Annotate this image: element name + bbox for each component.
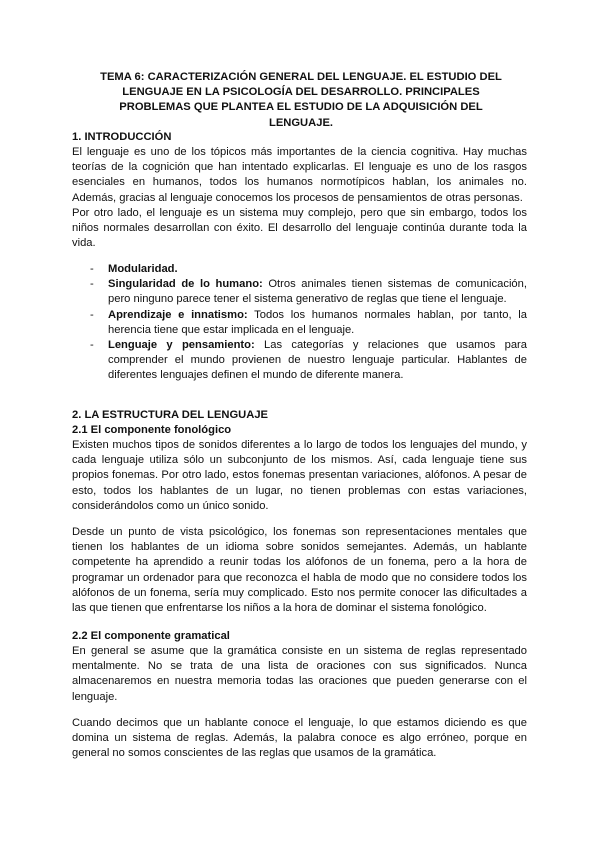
section-1-heading: 1. INTRODUCCIÓN: [72, 131, 172, 143]
section-2-1-paragraph-1: Existen muchos tipos de sonidos diferentes a lo largo de todos los lenguajes del mundo, y cada lenguaje utiliza sólo un subconjunto de los mismos. Así, cada lenguaje tiene sus propios fonemas. Por otro lado, estos fonemas presentan variaciones, alófonos. A pesar de esto, todos los hablantes de un lugar, no tienen problemas con estas variaciones, considerándolos como un único sonido.: [72, 439, 527, 512]
bullet-singularidad: [72, 277, 527, 307]
section-2-2-heading: 2.2 El componente gramatical: [72, 630, 230, 642]
section-1-paragraph-2: Por otro lado, el lenguaje es un sistema muy complejo, pero que sin embargo, todos los niños normales desarrollan con éxito. El desarrollo del lenguaje continúa durante toda la vida.: [72, 207, 527, 250]
section-2-heading: 2. LA ESTRUCTURA DEL LENGUAJE: [72, 409, 269, 421]
bullet-text: Todos los humanos normales hablan, por tanto, la herencia tiene que estar implicada en el lenguaje.: [108, 308, 527, 336]
section-2-1-heading: 2.1 El componente fonológico: [72, 424, 232, 436]
bullet-term: Lenguaje y pensamiento:: [108, 339, 255, 352]
section-1-bullet-list: [72, 262, 527, 384]
bullet-modularidad: [72, 262, 527, 277]
bullet-aprendizaje: [72, 308, 527, 338]
bullet-lenguaje-pensamiento: [72, 338, 527, 384]
section-2-1-paragraph-2: Desde un punto de vista psicológico, los fonemas son representaciones mentales que tienen los hablantes de un idioma sobre sonidos semejantes. Además, un hablante competente ha aprendido a reunir todas los alófonos de un fonema, pero a la hora de programar un ordenador para que reconozca el habla de modo que no considere todos los alófonos de un fonema, sería muy complicado. Esto nos permite conocer las dificultades a las que tienen que enfrentarse los niños a la hora de dominar el sistema fonológico.: [72, 526, 527, 615]
bullet-term: Singularidad de lo humano:: [108, 278, 263, 291]
section-1-paragraph-1: El lenguaje es uno de los tópicos más importantes de la ciencia cognitiva. Hay muchas teorías de la cognición que han intentado explicarlas. El lenguaje es uno de los rasgos esenciales en humanos, todos los humanos normotípicos hablan, los animales no. Además, gracias al lenguaje conocemos los procesos de pensamientos de otras personas.: [72, 146, 527, 204]
bullet-term: Modularidad.: [108, 263, 178, 275]
section-2-2-paragraph-1: En general se asume que la gramática consiste en un sistema de reglas representado mentalmente. No se trata de una lista de oraciones con sus significados. Nunca almacenaremos en nuestra memoria todas las oraciones que pueden generarse con el lenguaje.: [72, 645, 527, 703]
bullet-dash: -: [90, 278, 94, 291]
document-title: TEMA 6: CARACTERIZACIÓN GENERAL DEL LENGUAJE. EL ESTUDIO DEL LENGUAJE EN LA PSICOLOGÍA DEL DESARROLLO. PRINCIPALES PROBLEMAS QUE PLANTEA EL ESTUDIO DE LA ADQUISICIÓN DEL LENGUAJE.: [100, 71, 502, 129]
bullet-dash: -: [90, 339, 94, 352]
bullet-text: Las categorías y relaciones que usamos para comprender el mundo provienen de nuestro lenguaje particular. Hablantes de diferentes lenguajes definen el mundo de diferente manera.: [108, 339, 528, 382]
section-2-2-paragraph-2: Cuando decimos que un hablante conoce el lenguaje, lo que estamos diciendo es que domina un sistema de reglas. Además, la palabra conoce es algo erróneo, porque en general no somos conscientes de las reglas que usamos de la gramática.: [72, 717, 527, 760]
bullet-dash: -: [90, 263, 94, 275]
bullet-dash: -: [90, 308, 94, 321]
bullet-text: Otros animales tienen sistemas de comunicación, pero ninguno parece tener el sistema generativo de reglas que tiene el lenguaje.: [108, 278, 527, 306]
bullet-term: Aprendizaje e innatismo:: [108, 308, 248, 321]
